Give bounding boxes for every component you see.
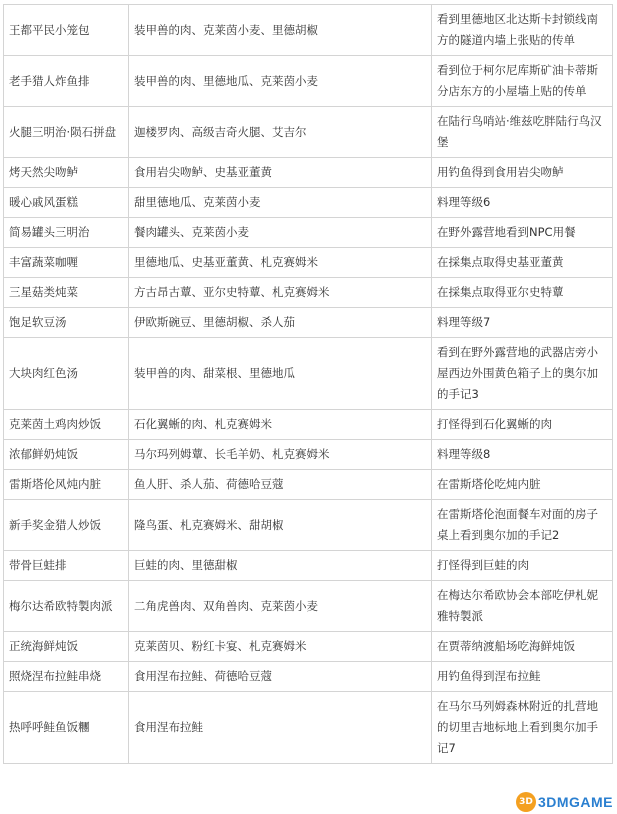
- acquisition-cell: 在野外露营地看到NPC用餐: [432, 218, 613, 248]
- table-row: [4, 5, 613, 56]
- acquisition-cell: 在陆行鸟哨站·维兹吃胖陆行鸟汉堡: [432, 107, 613, 158]
- ingredients-cell: 食用涅布拉鲑、荷德哈豆蔻: [129, 662, 432, 692]
- acquisition-cell: 看到在野外露营地的武器店旁小屋西边外围黄色箱子上的奥尔加的手记3: [432, 338, 613, 410]
- watermark: [516, 792, 613, 812]
- acquisition-cell: 在梅达尔希欧协会本部吃伊札妮雅特製派: [432, 581, 613, 632]
- ingredients-cell: 装甲兽的肉、甜菜根、里德地瓜: [129, 338, 432, 410]
- ingredients-cell: 隆鸟蛋、札克赛姆米、甜胡椒: [129, 500, 432, 551]
- acquisition-cell: 料理等级6: [432, 188, 613, 218]
- acquisition-cell: 在採集点取得史基亚董黄: [432, 248, 613, 278]
- dish-name-cell: 三星菇类炖菜: [4, 278, 129, 308]
- acquisition-cell: 看到里德地区北达斯卡封锁线南方的隧道内墙上张贴的传单: [432, 5, 613, 56]
- acquisition-cell: 看到位于柯尔尼库斯矿油卡蒂斯分店东方的小屋墙上贴的传单: [432, 56, 613, 107]
- acquisition-cell: 在贾蒂纳渡船场吃海鲜炖饭: [432, 632, 613, 662]
- table-row: [4, 692, 613, 764]
- ingredients-cell: 餐肉罐头、克莱茵小麦: [129, 218, 432, 248]
- table-row: [4, 440, 613, 470]
- dish-name-cell: 火腿三明治·陨石拼盘: [4, 107, 129, 158]
- table-row: [4, 470, 613, 500]
- dish-name-cell: 雷斯塔伦风炖内脏: [4, 470, 129, 500]
- acquisition-cell: 在採集点取得亚尔史特蕈: [432, 278, 613, 308]
- ingredients-cell: 石化翼蜥的肉、札克赛姆米: [129, 410, 432, 440]
- table-row: [4, 632, 613, 662]
- table-row: [4, 107, 613, 158]
- acquisition-cell: 用钓鱼得到食用岩尖吻鲈: [432, 158, 613, 188]
- table-row: [4, 278, 613, 308]
- table-row: [4, 158, 613, 188]
- ingredients-cell: 二角虎兽肉、双角兽肉、克莱茵小麦: [129, 581, 432, 632]
- watermark-text: 3DMGAME: [537, 794, 613, 810]
- dish-name-cell: 梅尔达希欧特製肉派: [4, 581, 129, 632]
- dish-name-cell: 饱足软豆汤: [4, 308, 129, 338]
- acquisition-cell: 用钓鱼得到涅布拉鲑: [432, 662, 613, 692]
- acquisition-cell: 料理等级7: [432, 308, 613, 338]
- dish-name-cell: 正统海鲜炖饭: [4, 632, 129, 662]
- ingredients-cell: 巨蛙的肉、里德甜椒: [129, 551, 432, 581]
- ingredients-cell: 里德地瓜、史基亚董黄、札克赛姆米: [129, 248, 432, 278]
- table-row: [4, 500, 613, 551]
- table-row: [4, 248, 613, 278]
- ingredients-cell: 装甲兽的肉、克莱茵小麦、里德胡椒: [129, 5, 432, 56]
- dish-name-cell: 王都平民小笼包: [4, 5, 129, 56]
- recipe-table-body: [4, 5, 613, 764]
- table-row: [4, 308, 613, 338]
- acquisition-cell: 打怪得到巨蛙的肉: [432, 551, 613, 581]
- table-row: [4, 662, 613, 692]
- table-row: [4, 581, 613, 632]
- ingredients-cell: 食用岩尖吻鲈、史基亚董黄: [129, 158, 432, 188]
- table-row: [4, 338, 613, 410]
- ingredients-cell: 马尔玛列姆蕈、长毛羊奶、札克赛姆米: [129, 440, 432, 470]
- dish-name-cell: 大块肉红色汤: [4, 338, 129, 410]
- acquisition-cell: 在雷斯塔伦泡面餐车对面的房子桌上看到奥尔加的手记2: [432, 500, 613, 551]
- recipe-table: [3, 4, 613, 764]
- ingredients-cell: 鱼人肝、杀人茄、荷德哈豆蔻: [129, 470, 432, 500]
- dish-name-cell: 暖心戚风蛋糕: [4, 188, 129, 218]
- dish-name-cell: 老手猎人炸鱼排: [4, 56, 129, 107]
- dish-name-cell: 浓郁鲜奶炖饭: [4, 440, 129, 470]
- watermark-logo-icon: 3D: [516, 792, 536, 812]
- ingredients-cell: 甜里德地瓜、克莱茵小麦: [129, 188, 432, 218]
- ingredients-cell: 方古昂古蕈、亚尔史特蕈、札克赛姆米: [129, 278, 432, 308]
- ingredients-cell: 食用涅布拉鲑: [129, 692, 432, 764]
- table-row: [4, 218, 613, 248]
- table-row: [4, 56, 613, 107]
- acquisition-cell: 在马尔马列姆森林附近的扎营地的切里吉地标地上看到奥尔加手记7: [432, 692, 613, 764]
- dish-name-cell: 新手奖金猎人炒饭: [4, 500, 129, 551]
- dish-name-cell: 照烧涅布拉鲑串烧: [4, 662, 129, 692]
- acquisition-cell: 在雷斯塔伦吃炖内脏: [432, 470, 613, 500]
- ingredients-cell: 迦楼罗肉、高级吉奇火腿、艾吉尔: [129, 107, 432, 158]
- ingredients-cell: 克莱茵贝、粉红卡宴、札克赛姆米: [129, 632, 432, 662]
- table-row: [4, 410, 613, 440]
- table-row: [4, 551, 613, 581]
- acquisition-cell: 料理等级8: [432, 440, 613, 470]
- dish-name-cell: 带骨巨蛙排: [4, 551, 129, 581]
- dish-name-cell: 简易罐头三明治: [4, 218, 129, 248]
- table-row: [4, 188, 613, 218]
- dish-name-cell: 烤天然尖吻鲈: [4, 158, 129, 188]
- dish-name-cell: 丰富蔬菜咖喱: [4, 248, 129, 278]
- ingredients-cell: 伊欧斯碗豆、里德胡椒、杀人茄: [129, 308, 432, 338]
- dish-name-cell: 克莱茵土鸡肉炒饭: [4, 410, 129, 440]
- acquisition-cell: 打怪得到石化翼蜥的肉: [432, 410, 613, 440]
- dish-name-cell: 热呼呼鲑鱼饭糰: [4, 692, 129, 764]
- ingredients-cell: 装甲兽的肉、里德地瓜、克莱茵小麦: [129, 56, 432, 107]
